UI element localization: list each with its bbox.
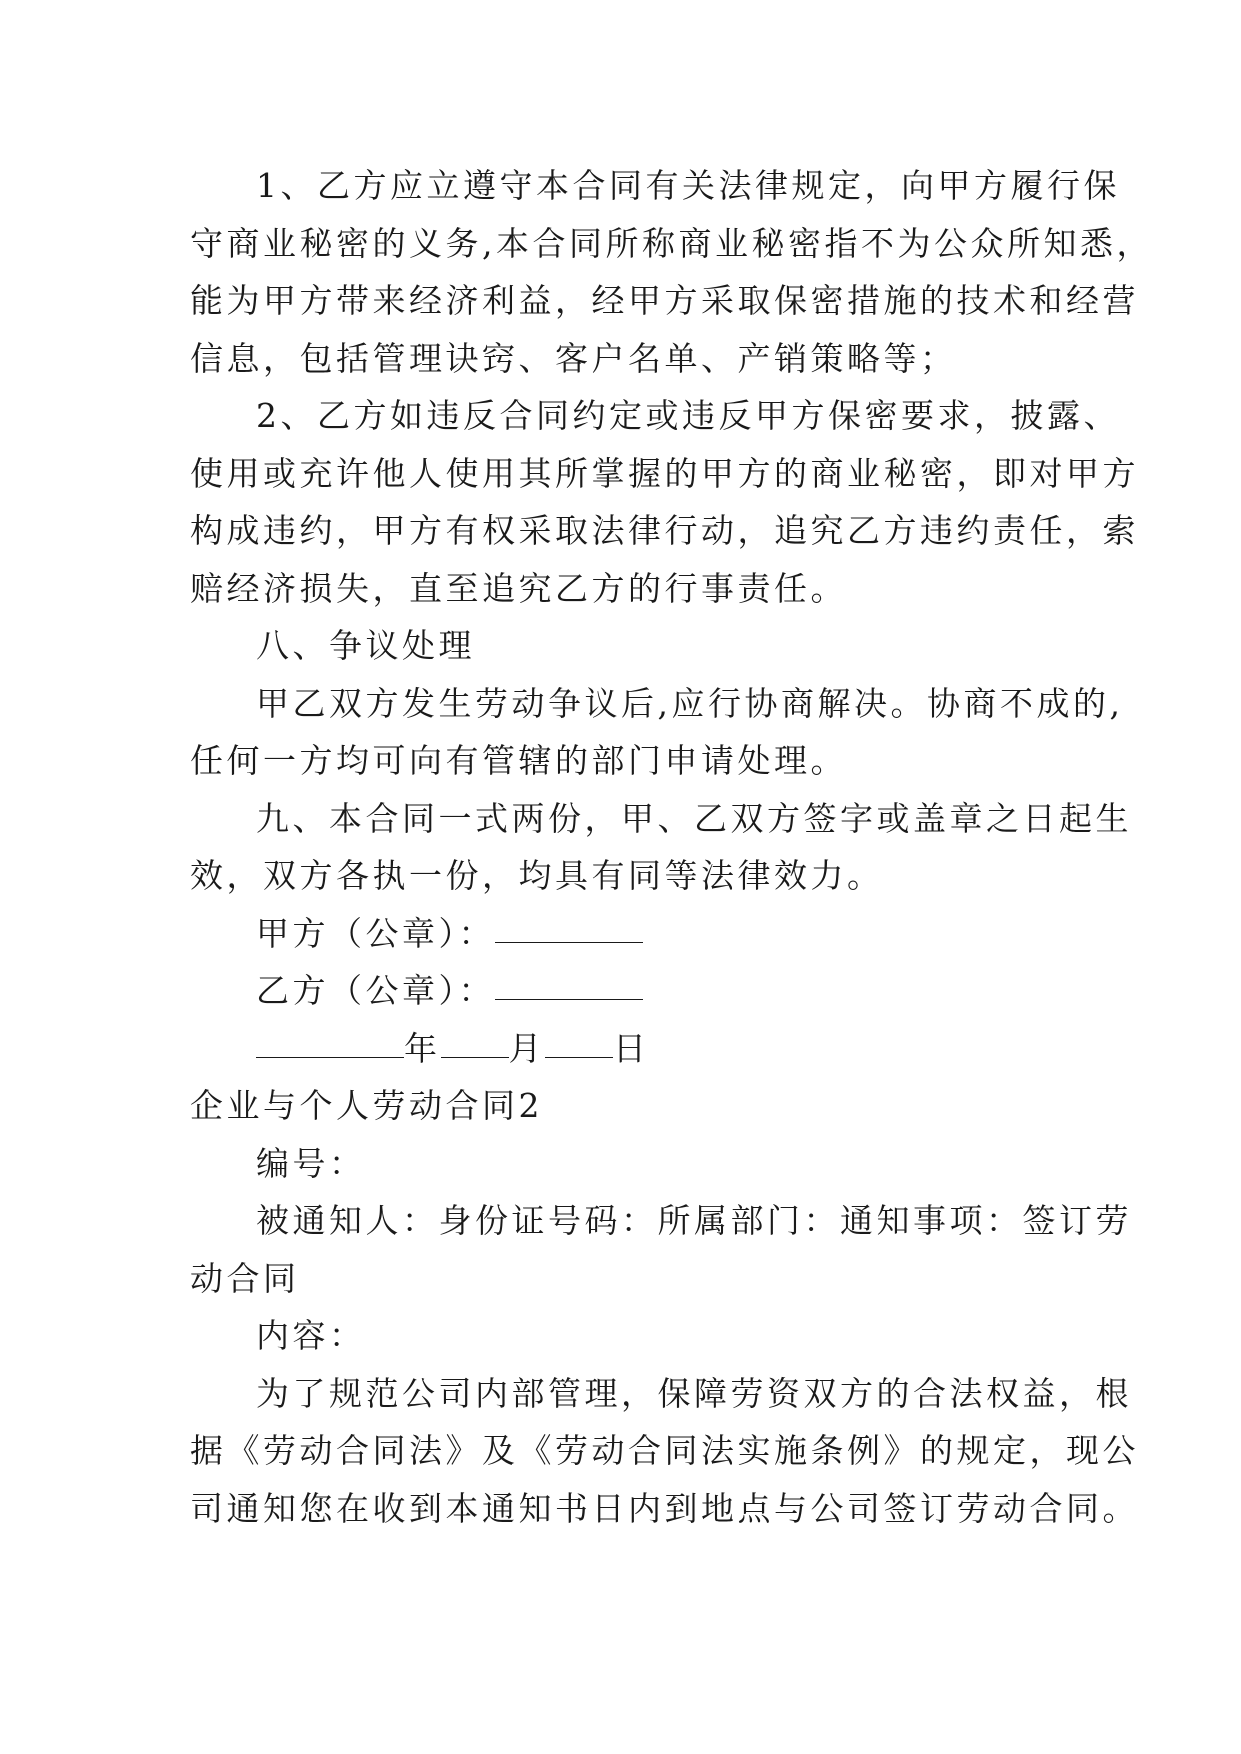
section9-body-line1: 九、本合同一式两份，甲、乙双方签字或盖章之日起生	[256, 798, 1132, 838]
document-body	[190, 157, 1153, 1537]
notice-fields-line2: 动合同	[190, 1258, 300, 1298]
section8-heading: 八、争议处理	[256, 626, 475, 665]
contract-number-label: 编号：	[256, 1143, 366, 1183]
clause7-item1-line1: 1、乙方应立遵守本合同有关法律规定，向甲方履行保	[256, 166, 1120, 205]
clause7-item1-line4: 信息，包括管理诀窍、客户名单、产销策略等；	[190, 338, 957, 378]
clause7-item2-line4: 赔经济损失，直至追究乙方的行事责任。	[190, 568, 847, 608]
content-body-line3: 司通知您在收到本通知书日内到地点与公司签订劳动合同。	[190, 1488, 1139, 1528]
notice-fields-line1: 被通知人：身份证号码：所属部门：通知事项：签订劳	[256, 1201, 1132, 1240]
month-blank	[441, 1025, 509, 1058]
date-line	[190, 1020, 1062, 1078]
month-label: 月	[508, 1028, 545, 1068]
clause7-item2-line2: 使用或充许他人使用其所掌握的甲方的商业秘密，即对甲方	[190, 453, 1139, 493]
clause7-item1-line2: 守商业秘密的义务,本合同所称商业秘密指不为公众所知悉，	[190, 223, 1153, 263]
party-a-seal-blank	[495, 910, 643, 943]
content-body-line2: 据《劳动合同法》及《劳动合同法实施条例》的规定，现公	[190, 1431, 1139, 1470]
second-contract-title: 企业与个人劳动合同2	[190, 1086, 543, 1125]
section9-body-line2: 效，双方各执一份，均具有同等法律效力。	[190, 856, 884, 895]
content-body-line1: 为了规范公司内部管理，保障劳资双方的合法权益，根	[256, 1373, 1132, 1413]
content-label: 内容：	[256, 1316, 366, 1355]
day-blank	[545, 1025, 613, 1058]
clause7-item2-line3: 构成违约，甲方有权采取法律行动，追究乙方违约责任，索	[190, 511, 1139, 550]
party-b-seal-blank	[495, 967, 643, 1000]
party-a-signature-line	[190, 905, 1062, 963]
clause7-item1-line3: 能为甲方带来经济利益，经甲方采取保密措施的技术和经营	[190, 281, 1139, 320]
year-blank	[256, 1025, 404, 1058]
party-b-label: 乙方（公章）：	[256, 971, 495, 1010]
clause7-item2-line1: 2、乙方如违反合同约定或违反甲方保密要求，披露、	[256, 396, 1120, 435]
party-b-signature-line	[190, 962, 1062, 1020]
section8-body-line1: 甲乙双方发生劳动争议后,应行协商解决。协商不成的,	[256, 683, 1124, 723]
year-label: 年	[404, 1028, 441, 1068]
day-label: 日	[613, 1028, 650, 1068]
section8-body-line2: 任何一方均可向有管辖的部门申请处理。	[190, 741, 847, 780]
party-a-label: 甲方（公章）：	[256, 913, 495, 953]
